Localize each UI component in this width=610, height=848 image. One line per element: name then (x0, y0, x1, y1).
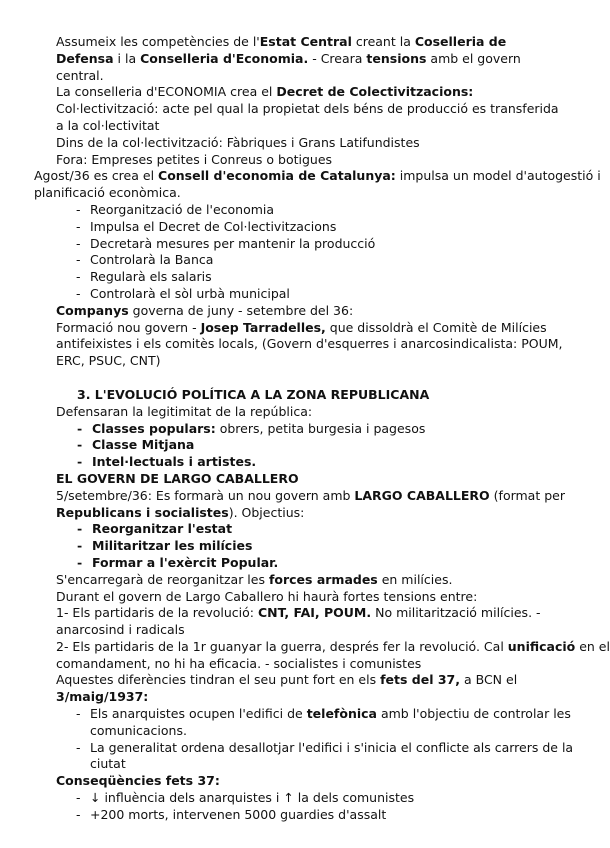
text-line: Defensaran la legitimitat de la república: (56, 403, 313, 419)
text-line: antifeixistes i els comitès locals, (Govern d'esquerres i anarcosindicalista: POUM, (56, 336, 563, 352)
text-line: a la col·lectivitat (56, 117, 160, 133)
text-line: anarcosind i radicals (56, 622, 185, 638)
text-line: Col·lectivització: acte pel qual la propietat dels béns de producció es transferida (56, 101, 559, 117)
text-line: 2- Els partidaris de la 1r guanyar la guerra, després fer la revolució. Cal unificació en el (56, 638, 610, 654)
text-line: Defensa i la Conselleria d'Economia. - Creara tensions amb el govern (56, 50, 521, 66)
section-heading: 3. L'EVOLUCIÓ POLÍTICA A LA ZONA REPUBLICANA (77, 386, 430, 402)
list-item: - +200 morts, intervenen 5000 guardies d'assalt (0, 807, 600, 824)
text-line: Agost/36 es crea el Consell d'economia de Catalunya: impulsa un model d'autogestió i (34, 168, 601, 184)
text-line: central. (56, 67, 104, 83)
document-page (0, 34, 610, 824)
text-line: 1- Els partidaris de la revolució: CNT, FAI, POUM. No militarització milícies. - (56, 605, 541, 621)
list-item: - Controlarà el sòl urbà municipal (0, 286, 600, 303)
list-item: - ↓ influència dels anarquistes i ↑ la dels comunistes (0, 790, 600, 807)
list-item: - Reorganització de l'economia (0, 202, 600, 219)
text-line: Assumeix les competències de l'Estat Central creant la Coselleria de (56, 34, 507, 49)
list-item: - Militaritzar les milícies (0, 538, 600, 555)
text-line: 3/maig/1937: (56, 689, 149, 705)
text-line: Durant el govern de Largo Caballero hi haurà fortes tensions entre: (56, 588, 478, 604)
text-line: Republicans i socialistes). Objectius: (56, 504, 305, 520)
text-line: La conselleria d'ECONOMIA crea el Decret de Colectivitzacions: (56, 84, 474, 100)
text-line: Conseqüències fets 37: (56, 773, 220, 789)
list-item: - Controlarà la Banca (0, 252, 600, 269)
text-line: planificació econòmica. (34, 185, 181, 201)
list-item: - Reorganitzar l'estat (0, 521, 600, 538)
text-line: Companys governa de juny - setembre del 36: (56, 302, 354, 318)
list-item: - Impulsa el Decret de Col·lectivitzacions (0, 219, 600, 236)
list-item: - Regularà els salaris (0, 269, 600, 286)
text-line: S'encarregarà de reorganitzar les forces armades en milícies. (56, 571, 453, 587)
text-line: Fora: Empreses petites i Conreus o botigues (56, 151, 333, 167)
text-line: Formació nou govern - Josep Tarradelles, que dissoldrà el Comitè de Milícies (56, 319, 547, 335)
list-item: - Els anarquistes ocupen l'edifici de telefònica amb l'objectiu de controlar les (0, 706, 600, 723)
text-line: comandament, no hi ha eficacia. - socialistes i comunistes (56, 655, 422, 671)
list-item-continuation: ciutat (90, 756, 126, 772)
list-item: - Formar a l'exèrcit Popular. (0, 555, 600, 572)
text-line: Dins de la col·lectivització: Fàbriques i Grans Latifundistes (56, 134, 420, 150)
list-item: - Decretarà mesures per mantenir la producció (0, 236, 600, 253)
list-item: - Classe Mitjana (0, 437, 600, 454)
text-line: 5/setembre/36: Es formarà un nou govern amb LARGO CABALLERO (format per (56, 487, 565, 503)
subsection-heading: EL GOVERN DE LARGO CABALLERO (56, 470, 299, 486)
list-item: - Intel·lectuals i artistes. (0, 454, 600, 471)
list-item: - La generalitat ordena desallotjar l'edifici i s'inicia el conflicte als carrers de la (0, 740, 600, 757)
list-item-continuation: comunicacions. (90, 722, 187, 738)
text-line: Aquestes diferències tindran el seu punt fort en els fets del 37, a BCN el (56, 672, 518, 688)
text-line: ERC, PSUC, CNT) (56, 353, 161, 369)
list-item: - Classes populars: obrers, petita burgesia i pagesos (0, 421, 600, 438)
